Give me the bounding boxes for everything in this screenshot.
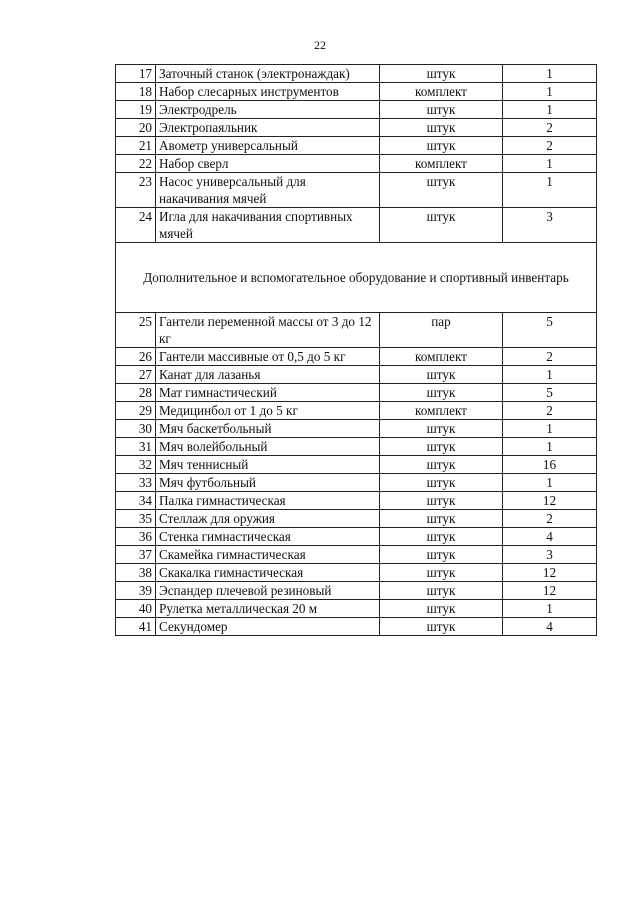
item-name: Электродрель (156, 101, 380, 119)
table-row (116, 510, 597, 528)
item-quantity: 1 (503, 65, 597, 83)
item-quantity: 16 (503, 456, 597, 474)
item-name: Секундомер (156, 618, 380, 636)
item-quantity: 2 (503, 137, 597, 155)
item-name: Скамейка гимнастическая (156, 546, 380, 564)
item-name: Стеллаж для оружия (156, 510, 380, 528)
item-name: Игла для накачивания спортивных мячей (156, 208, 380, 243)
item-unit: штук (380, 384, 503, 402)
table-row (116, 119, 597, 137)
item-unit: штук (380, 438, 503, 456)
row-number: 28 (116, 384, 156, 402)
item-unit: комплект (380, 155, 503, 173)
table-row (116, 564, 597, 582)
table-row (116, 618, 597, 636)
item-name: Стенка гимнастическая (156, 528, 380, 546)
table-row (116, 402, 597, 420)
table-row (116, 208, 597, 243)
item-unit: штук (380, 600, 503, 618)
item-unit: штук (380, 137, 503, 155)
table-row (116, 546, 597, 564)
item-quantity: 1 (503, 155, 597, 173)
item-name: Эспандер плечевой резиновый (156, 582, 380, 600)
table-row (116, 456, 597, 474)
equipment-rows-additional (116, 313, 597, 636)
table-row (116, 582, 597, 600)
section-block (116, 243, 597, 313)
item-unit: штук (380, 420, 503, 438)
item-unit: штук (380, 366, 503, 384)
item-name: Набор сверл (156, 155, 380, 173)
item-name: Канат для лазанья (156, 366, 380, 384)
item-unit: штук (380, 510, 503, 528)
row-number: 22 (116, 155, 156, 173)
row-number: 35 (116, 510, 156, 528)
table-row (116, 313, 597, 348)
item-quantity: 1 (503, 438, 597, 456)
item-unit: пар (380, 313, 503, 348)
item-name: Гантели массивные от 0,5 до 5 кг (156, 348, 380, 366)
row-number: 31 (116, 438, 156, 456)
item-name: Мат гимнастический (156, 384, 380, 402)
item-quantity: 1 (503, 600, 597, 618)
table-row (116, 137, 597, 155)
table-row (116, 348, 597, 366)
row-number: 26 (116, 348, 156, 366)
item-unit: штук (380, 208, 503, 243)
item-name: Авометр универсальный (156, 137, 380, 155)
table-row (116, 83, 597, 101)
item-quantity: 12 (503, 582, 597, 600)
row-number: 19 (116, 101, 156, 119)
table-row (116, 155, 597, 173)
item-unit: штук (380, 474, 503, 492)
item-unit: штук (380, 119, 503, 137)
item-quantity: 2 (503, 510, 597, 528)
table-row (116, 384, 597, 402)
row-number: 29 (116, 402, 156, 420)
item-unit: штук (380, 528, 503, 546)
item-quantity: 4 (503, 528, 597, 546)
item-quantity: 4 (503, 618, 597, 636)
item-name: Скакалка гимнастическая (156, 564, 380, 582)
item-quantity: 1 (503, 420, 597, 438)
section-title: Дополнительное и вспомогательное оборудование и спортивный инвентарь (116, 243, 597, 313)
item-unit: штук (380, 492, 503, 510)
item-unit: штук (380, 564, 503, 582)
item-name: Электропаяльник (156, 119, 380, 137)
row-number: 36 (116, 528, 156, 546)
item-quantity: 2 (503, 119, 597, 137)
item-unit: комплект (380, 83, 503, 101)
row-number: 25 (116, 313, 156, 348)
item-quantity: 12 (503, 564, 597, 582)
item-quantity: 1 (503, 173, 597, 208)
table-row (116, 528, 597, 546)
item-name: Медицинбол от 1 до 5 кг (156, 402, 380, 420)
item-unit: штук (380, 101, 503, 119)
item-quantity: 12 (503, 492, 597, 510)
table-row (116, 492, 597, 510)
item-unit: штук (380, 582, 503, 600)
item-quantity: 3 (503, 208, 597, 243)
item-quantity: 2 (503, 348, 597, 366)
row-number: 38 (116, 564, 156, 582)
table-row (116, 474, 597, 492)
section-row (116, 243, 597, 313)
item-quantity: 5 (503, 384, 597, 402)
table-row (116, 420, 597, 438)
row-number: 30 (116, 420, 156, 438)
item-name: Мяч футбольный (156, 474, 380, 492)
item-unit: штук (380, 546, 503, 564)
row-number: 20 (116, 119, 156, 137)
item-unit: комплект (380, 402, 503, 420)
row-number: 37 (116, 546, 156, 564)
row-number: 33 (116, 474, 156, 492)
item-unit: штук (380, 456, 503, 474)
row-number: 32 (116, 456, 156, 474)
item-unit: штук (380, 173, 503, 208)
row-number: 21 (116, 137, 156, 155)
item-quantity: 5 (503, 313, 597, 348)
table-row (116, 101, 597, 119)
item-name: Палка гимнастическая (156, 492, 380, 510)
equipment-table (115, 64, 597, 636)
item-name: Набор слесарных инструментов (156, 83, 380, 101)
row-number: 23 (116, 173, 156, 208)
row-number: 24 (116, 208, 156, 243)
row-number: 41 (116, 618, 156, 636)
item-quantity: 3 (503, 546, 597, 564)
equipment-rows-main (116, 65, 597, 243)
row-number: 18 (116, 83, 156, 101)
item-unit: штук (380, 618, 503, 636)
item-quantity: 1 (503, 101, 597, 119)
row-number: 27 (116, 366, 156, 384)
table-row (116, 173, 597, 208)
item-unit: комплект (380, 348, 503, 366)
item-name: Мяч теннисный (156, 456, 380, 474)
item-unit: штук (380, 65, 503, 83)
table-row (116, 65, 597, 83)
item-quantity: 1 (503, 83, 597, 101)
item-name: Насос универсальный для накачивания мячей (156, 173, 380, 208)
item-name: Заточный станок (электронаждак) (156, 65, 380, 83)
item-quantity: 1 (503, 366, 597, 384)
table-row (116, 438, 597, 456)
table-row (116, 366, 597, 384)
item-quantity: 2 (503, 402, 597, 420)
table-row (116, 600, 597, 618)
item-name: Мяч баскетбольный (156, 420, 380, 438)
item-name: Рулетка металлическая 20 м (156, 600, 380, 618)
item-name: Мяч волейбольный (156, 438, 380, 456)
row-number: 39 (116, 582, 156, 600)
item-name: Гантели переменной массы от 3 до 12 кг (156, 313, 380, 348)
row-number: 17 (116, 65, 156, 83)
page-number: 22 (314, 38, 326, 52)
row-number: 34 (116, 492, 156, 510)
item-quantity: 1 (503, 474, 597, 492)
row-number: 40 (116, 600, 156, 618)
